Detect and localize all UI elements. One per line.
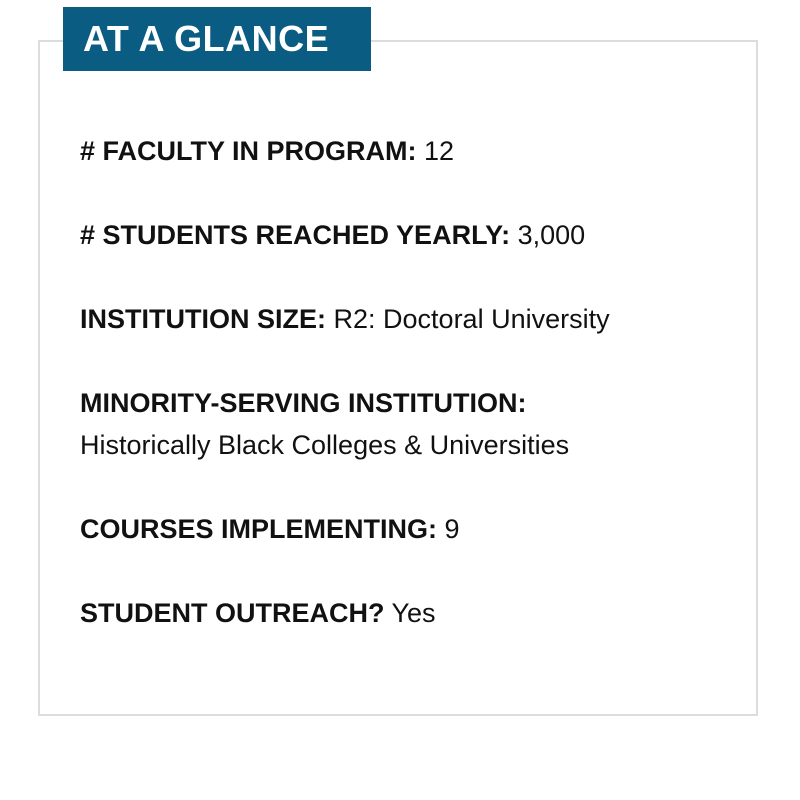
fact-faculty-in-program — [80, 130, 454, 172]
fact-students-reached-yearly — [80, 214, 585, 256]
fact-student-outreach — [80, 592, 436, 634]
fact-label: INSTITUTION SIZE: — [80, 304, 326, 334]
fact-value: 3,000 — [517, 220, 586, 250]
fact-value: R2: Doctoral University — [333, 304, 610, 334]
fact-label: STUDENT OUTREACH? — [80, 598, 385, 628]
fact-label: # FACULTY IN PROGRAM: — [80, 136, 417, 166]
fact-label: # STUDENTS REACHED YEARLY: — [80, 220, 511, 250]
header-tab — [63, 7, 371, 71]
header-title: AT A GLANCE — [83, 18, 330, 59]
fact-minority-serving-institution — [80, 382, 569, 466]
fact-label: COURSES IMPLEMENTING: — [80, 514, 438, 544]
fact-value: Historically Black Colleges & Universities — [80, 430, 570, 460]
fact-value: 9 — [444, 514, 460, 544]
fact-value: Yes — [391, 598, 436, 628]
fact-value: 12 — [424, 136, 455, 166]
fact-institution-size — [80, 298, 610, 340]
fact-courses-implementing — [80, 508, 460, 550]
fact-label: MINORITY-SERVING INSTITUTION: — [80, 388, 527, 418]
